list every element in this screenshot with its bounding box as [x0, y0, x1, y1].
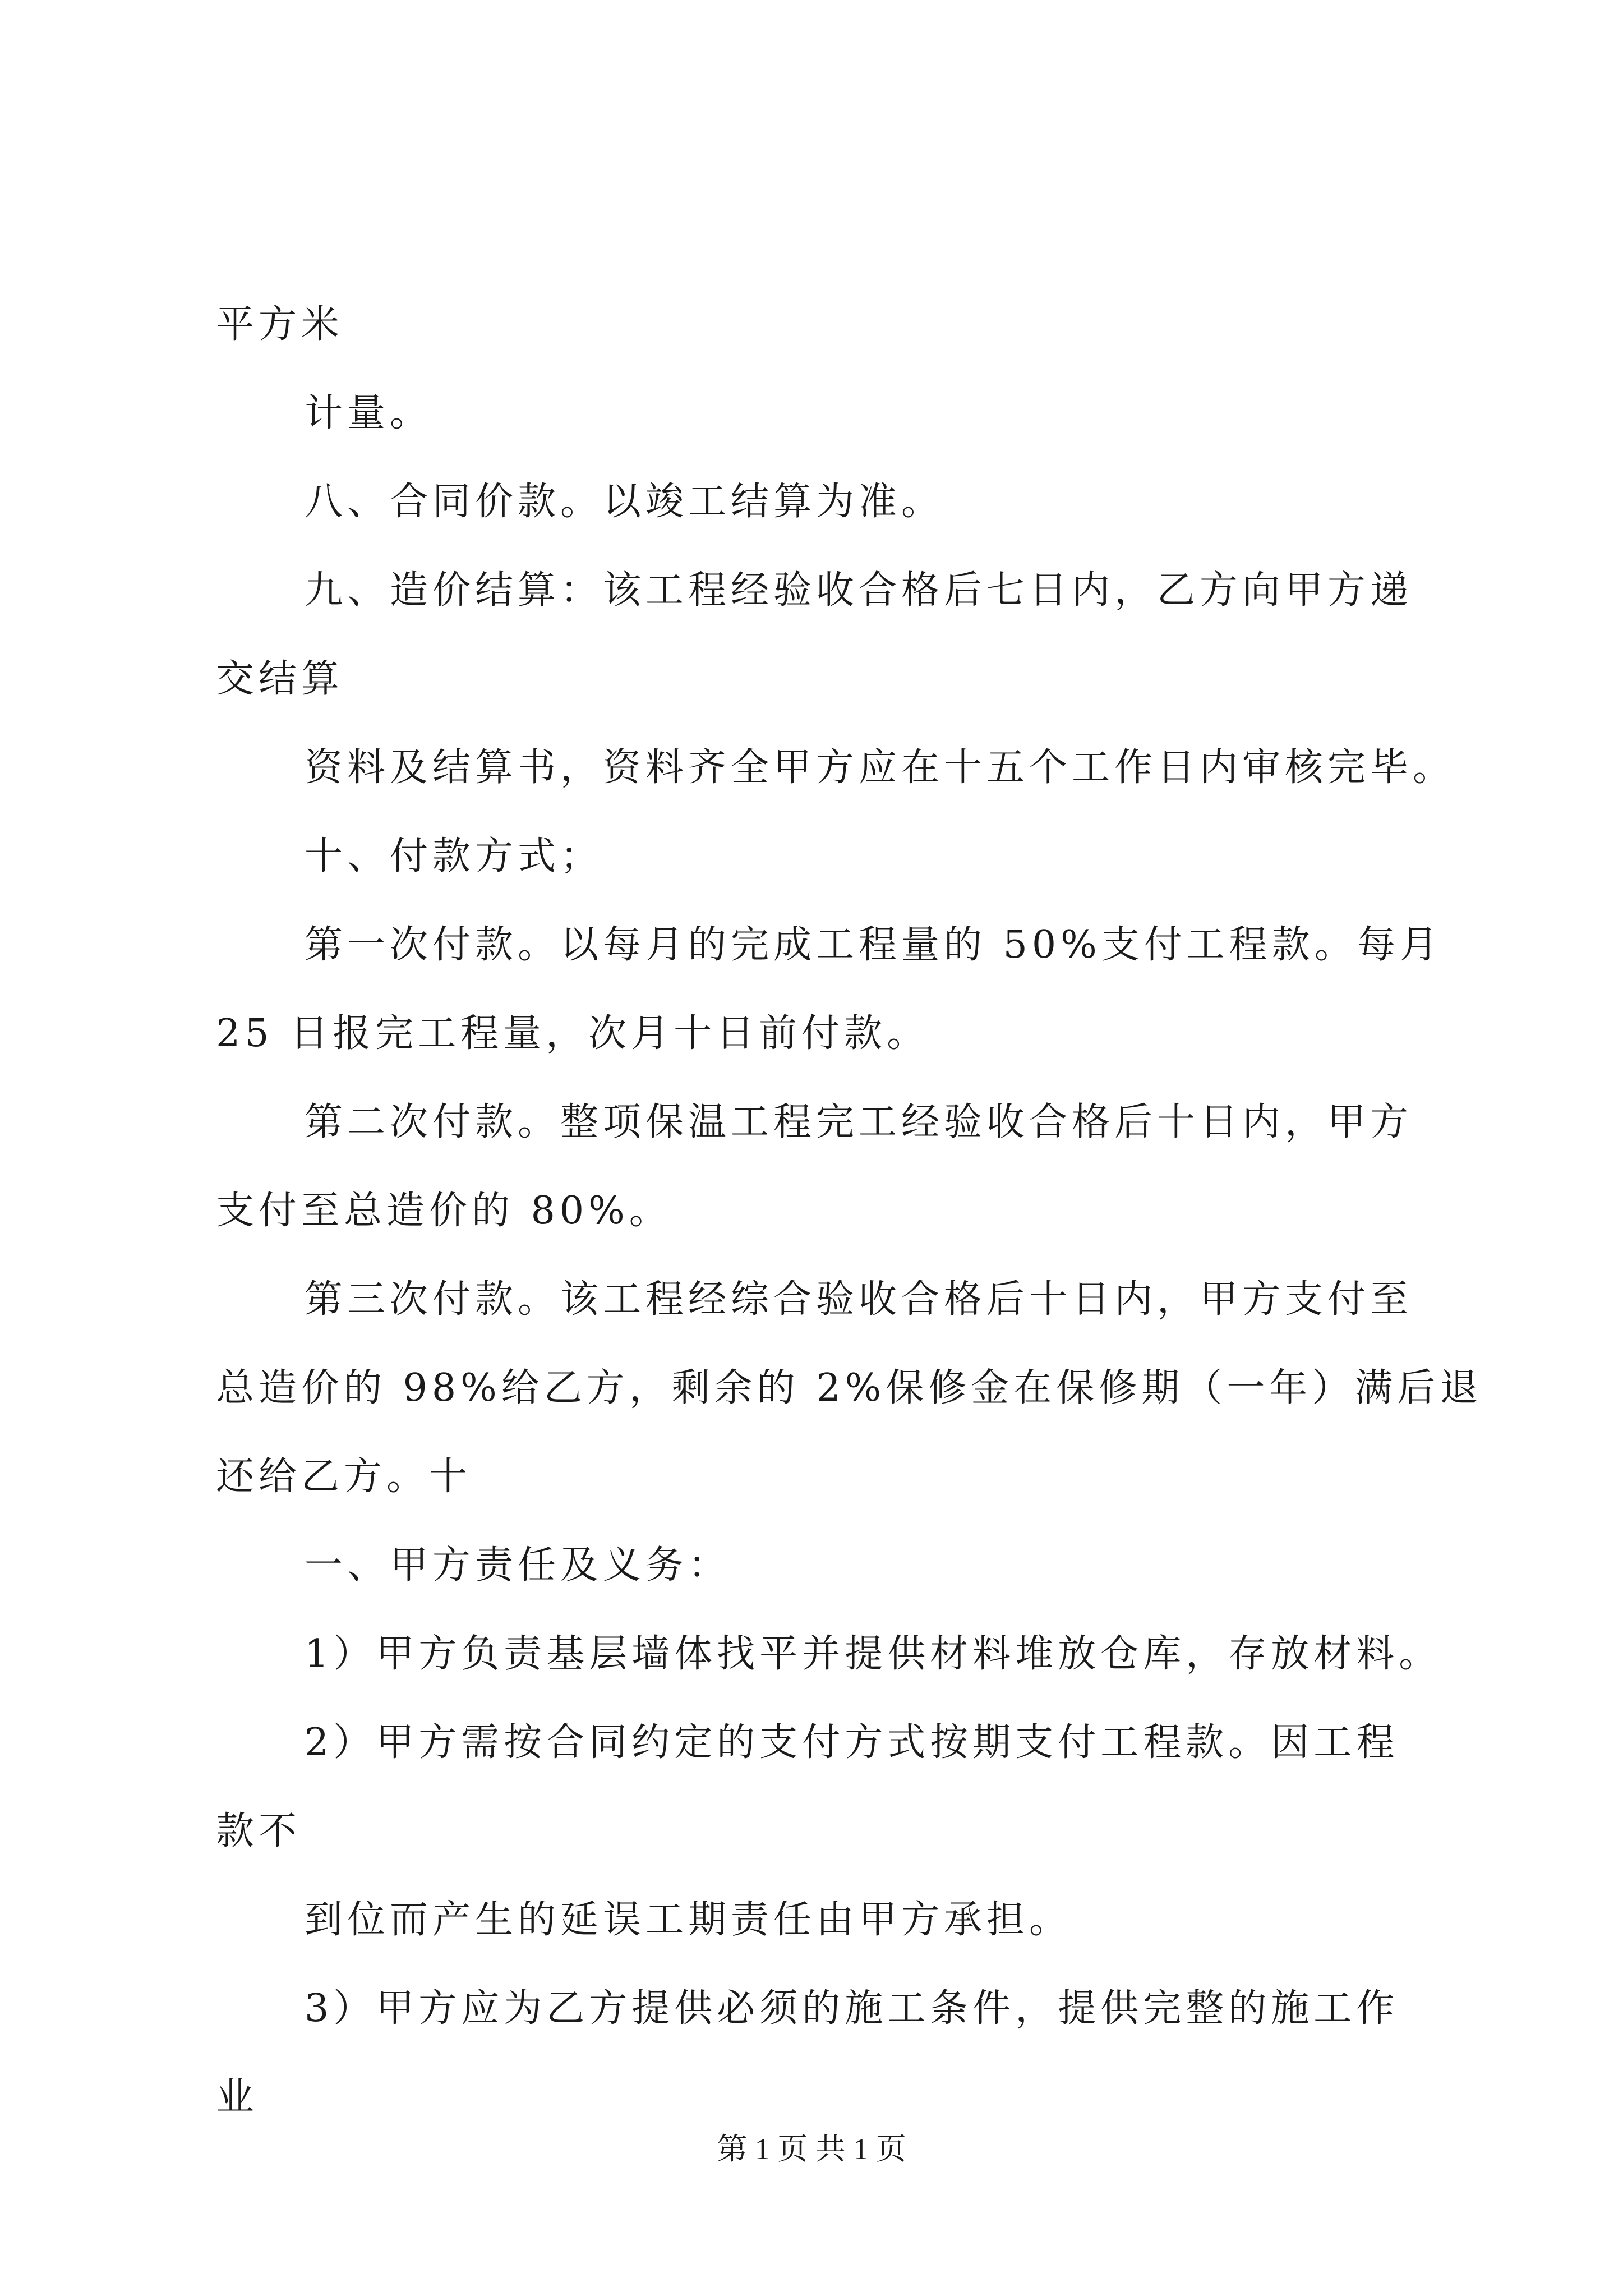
- text-line: 到位而产生的延误工期责任由甲方承担。: [305, 1898, 1072, 1942]
- text-line: 一、甲方责任及义务：: [305, 1543, 731, 1588]
- text-line: 25 日报完工程量，次月十日前付款。: [216, 1011, 930, 1056]
- text-line: 八、合同价款。以竣工结算为准。: [305, 480, 944, 524]
- text-line: 总造价的 98%给乙方，剩余的 2%保修金在保修期（一年）满后退: [216, 1366, 1483, 1410]
- text-line: 十、付款方式；: [305, 834, 603, 878]
- page-footer: 第 1 页 共 1 页: [717, 2132, 906, 2166]
- text-line: 还给乙方。十: [216, 1455, 472, 1499]
- text-line: 第二次付款。整项保温工程完工经验收合格后十日内，甲方: [305, 1100, 1413, 1144]
- text-line: 支付至总造价的 80%。: [216, 1189, 672, 1233]
- text-line: 3）甲方应为乙方提供必须的施工条件，提供完整的施工作: [305, 1986, 1399, 2031]
- text-line: 交结算: [216, 657, 344, 701]
- text-line: 计量。: [305, 391, 433, 435]
- document-body: [216, 302, 1483, 2167]
- text-line: 九、造价结算：该工程经验收合格后七日内，乙方向甲方递: [305, 568, 1413, 613]
- text-line: 1）甲方负责基层墙体找平并提供材料堆放仓库，存放材料。: [305, 1632, 1442, 1676]
- text-line: 2）甲方需按合同约定的支付方式按期支付工程款。因工程: [305, 1720, 1399, 1765]
- text-line: 第三次付款。该工程经综合验收合格后十日内，甲方支付至: [305, 1277, 1413, 1322]
- text-line: 款不: [216, 1809, 302, 1853]
- text-line: 第一次付款。以每月的完成工程量的 50%支付工程款。每月: [305, 923, 1442, 967]
- text-line: 平方米: [216, 302, 344, 347]
- text-line: 资料及结算书，资料齐全甲方应在十五个工作日内审核完毕。: [305, 746, 1456, 790]
- text-line: 业: [216, 2075, 259, 2119]
